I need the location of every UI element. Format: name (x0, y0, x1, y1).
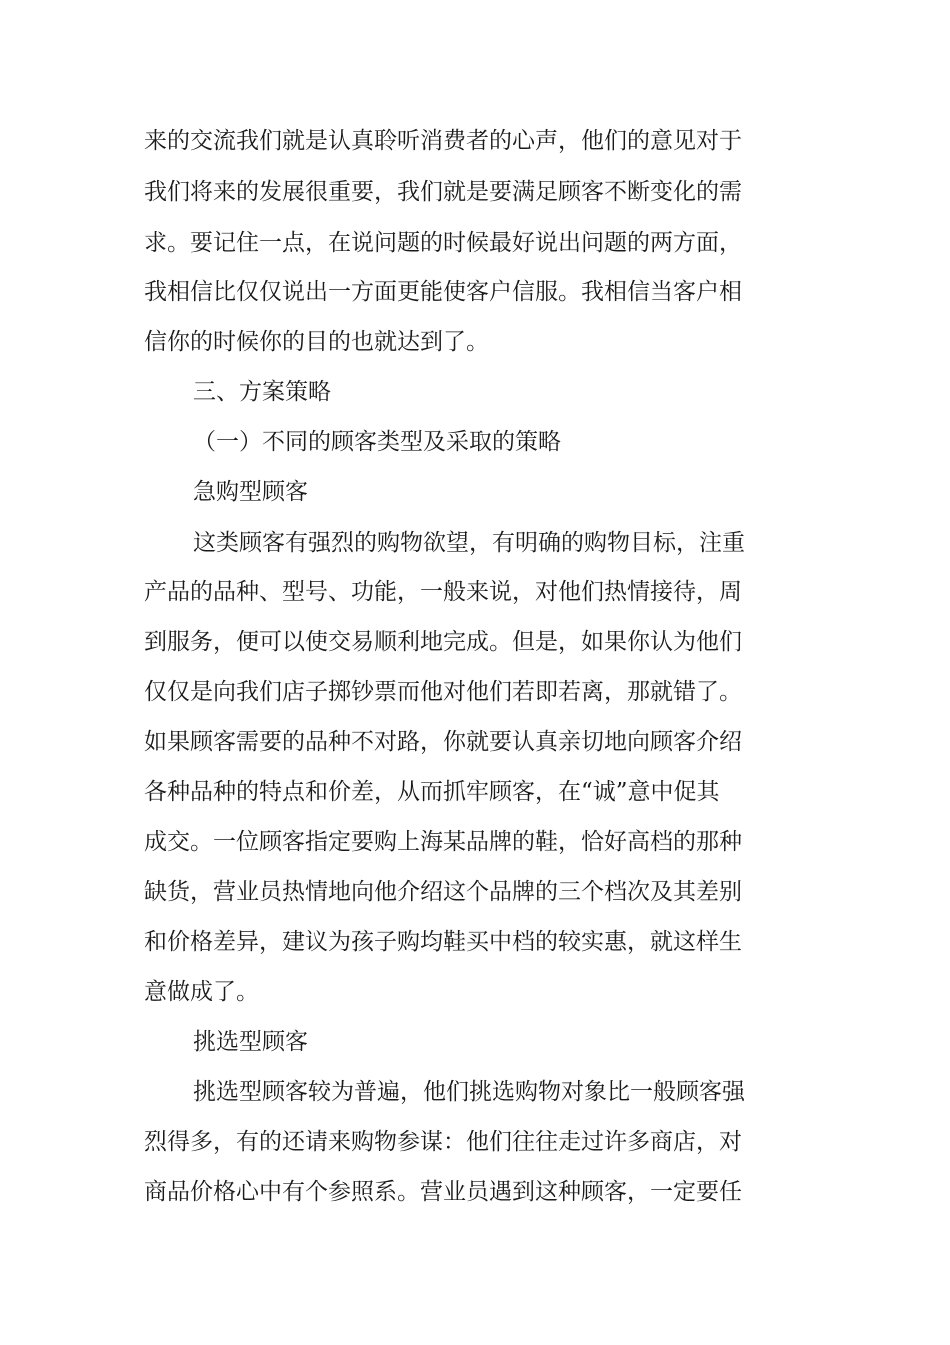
paragraph-line: 烈得多，有的还请来购物参谋：他们往往走过许多商店，对 (144, 1129, 742, 1155)
paragraph-line: 成交。一位顾客指定要购上海某品牌的鞋，恰好高档的那种 (144, 829, 742, 855)
paragraph-line: 仅仅是向我们店子掷钞票而他对他们若即若离，那就错了。 (144, 679, 742, 705)
paragraph-line: 信你的时候你的目的也就达到了。 (144, 329, 489, 355)
subsection-heading: （一）不同的顾客类型及采取的策略 (193, 429, 561, 455)
paragraph-line: 产品的品种、型号、功能，一般来说，对他们热情接待，周 (144, 579, 742, 605)
paragraph-line: 商品价格心中有个参照系。营业员遇到这种顾客，一定要任 (144, 1179, 742, 1205)
section-heading: 三、方案策略 (193, 379, 331, 405)
paragraph-line: 各种品种的特点和价差，从而抓牢顾客，在“诚”意中促其 (144, 779, 720, 805)
paragraph-line: 这类顾客有强烈的购物欲望，有明确的购物目标，注重 (193, 530, 745, 556)
paragraph-line: 和价格差异，建议为孩子购均鞋买中档的较实惠，就这样生 (144, 929, 742, 955)
paragraph-line: 我相信比仅仅说出一方面更能使客户信服。我相信当客户相 (144, 279, 742, 305)
paragraph-line: 意做成了。 (144, 979, 259, 1005)
paragraph-line: 挑选型顾客较为普遍，他们挑选购物对象比一般顾客强 (193, 1079, 745, 1105)
customer-type-heading: 挑选型顾客 (193, 1029, 308, 1055)
paragraph-line: 到服务，便可以使交易顺利地完成。但是，如果你认为他们 (144, 629, 742, 655)
paragraph-line: 来的交流我们就是认真聆听消费者的心声，他们的意见对于 (144, 128, 742, 154)
paragraph-line: 如果顾客需要的品种不对路，你就要认真亲切地向顾客介绍 (144, 729, 742, 755)
paragraph-line: 求。要记住一点，在说问题的时候最好说出问题的两方面， (144, 230, 742, 256)
paragraph-line: 缺货，营业员热情地向他介绍这个品牌的三个档次及其差别 (144, 879, 742, 905)
paragraph-line: 我们将来的发展很重要，我们就是要满足顾客不断变化的需 (144, 179, 742, 205)
customer-type-heading: 急购型顾客 (193, 479, 308, 505)
